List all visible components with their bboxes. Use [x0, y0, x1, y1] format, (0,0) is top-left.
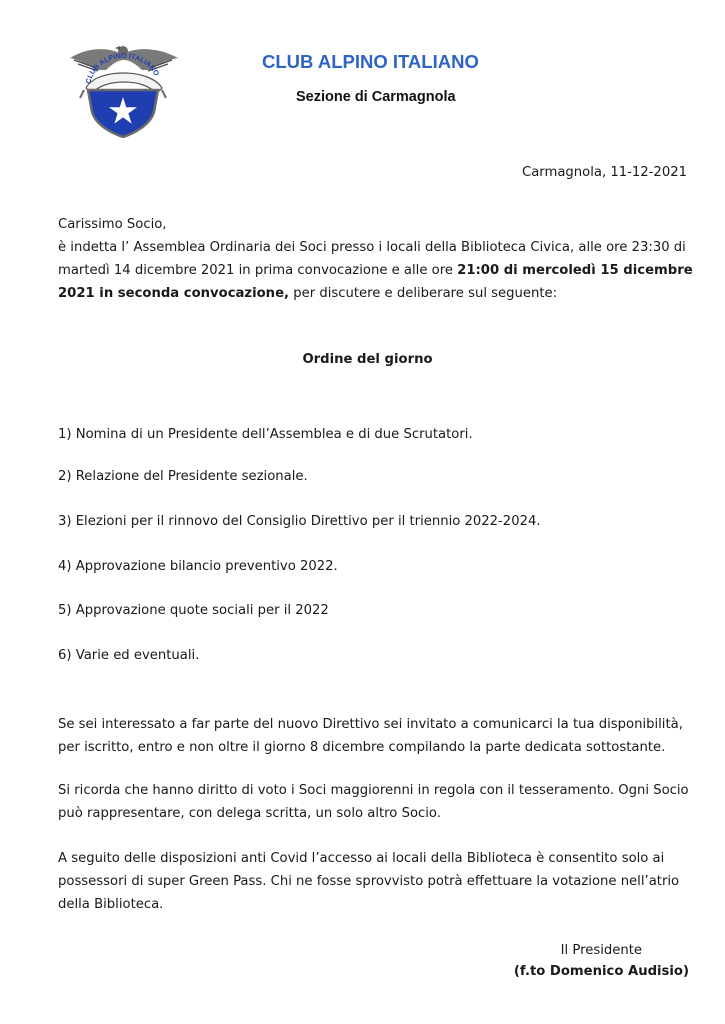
- signature-name: (f.to Domenico Audisio): [513, 964, 689, 979]
- agenda-item: 3) Elezioni per il rinnovo del Consiglio Direttivo per il triennio 2022-2024.: [58, 514, 541, 529]
- signature-role: Il Presidente: [560, 943, 642, 958]
- place-date: Carmagnola, 11-12-2021: [522, 165, 687, 180]
- agenda-item: 4) Approvazione bilancio preventivo 2022.: [58, 559, 338, 574]
- paragraph-direttivo: Se sei interessato a far parte del nuovo Direttivo sei invitato a comunicarci la tua disponibilità, per iscritto, entro e non oltre il giorno 8 dicembre compilando la parte dedicata sottostante.: [58, 717, 683, 755]
- agenda-item: 5) Approvazione quote sociali per il 2022: [58, 603, 329, 618]
- org-name: CLUB ALPINO ITALIANO: [262, 51, 479, 72]
- agenda-item: 1) Nomina di un Presidente dell’Assemblea e di due Scrutatori.: [58, 427, 473, 442]
- paragraph-voto: Si ricorda che hanno diritto di voto i Soci maggiorenni in regola con il tesseramento. Ogni Socio può rappresentare, con delega scritta, un solo altro Socio.: [58, 783, 689, 821]
- agenda-item: 6) Varie ed eventuali.: [58, 648, 200, 663]
- greeting: Carissimo Socio,: [58, 217, 167, 232]
- svg-text:CLUB ALPINO ITALIANO: CLUB ALPINO ITALIANO: [83, 50, 162, 85]
- paragraph-covid: A seguito delle disposizioni anti Covid l’accesso ai locali della Biblioteca è consentito solo ai possessori di super Green Pass. Chi ne fosse sprovvisto potrà effettuare la votazione nell’atrio della Biblioteca.: [58, 851, 680, 912]
- intro-text-1: è indetta l’ Assemblea Ordinaria dei Soci presso i locali della Biblioteca Civica, alle ore 23:30 di martedì 14 dicembre 2021 in prima convocazione e alle ore: [58, 240, 686, 278]
- agenda-title: Ordine del giorno: [302, 352, 433, 367]
- intro-text-2: per discutere e deliberare sul seguente:: [289, 286, 558, 301]
- cai-eagle-shield-icon: [66, 40, 180, 138]
- cai-logo: [66, 40, 180, 138]
- intro-paragraph: [58, 236, 698, 305]
- agenda-item: 2) Relazione del Presidente sezionale.: [58, 469, 308, 484]
- section-name: Sezione di Carmagnola: [296, 89, 456, 105]
- intro-text-bold: 21:00 di mercoledì 15 dicembre 2021 in seconda convocazione,: [58, 263, 693, 301]
